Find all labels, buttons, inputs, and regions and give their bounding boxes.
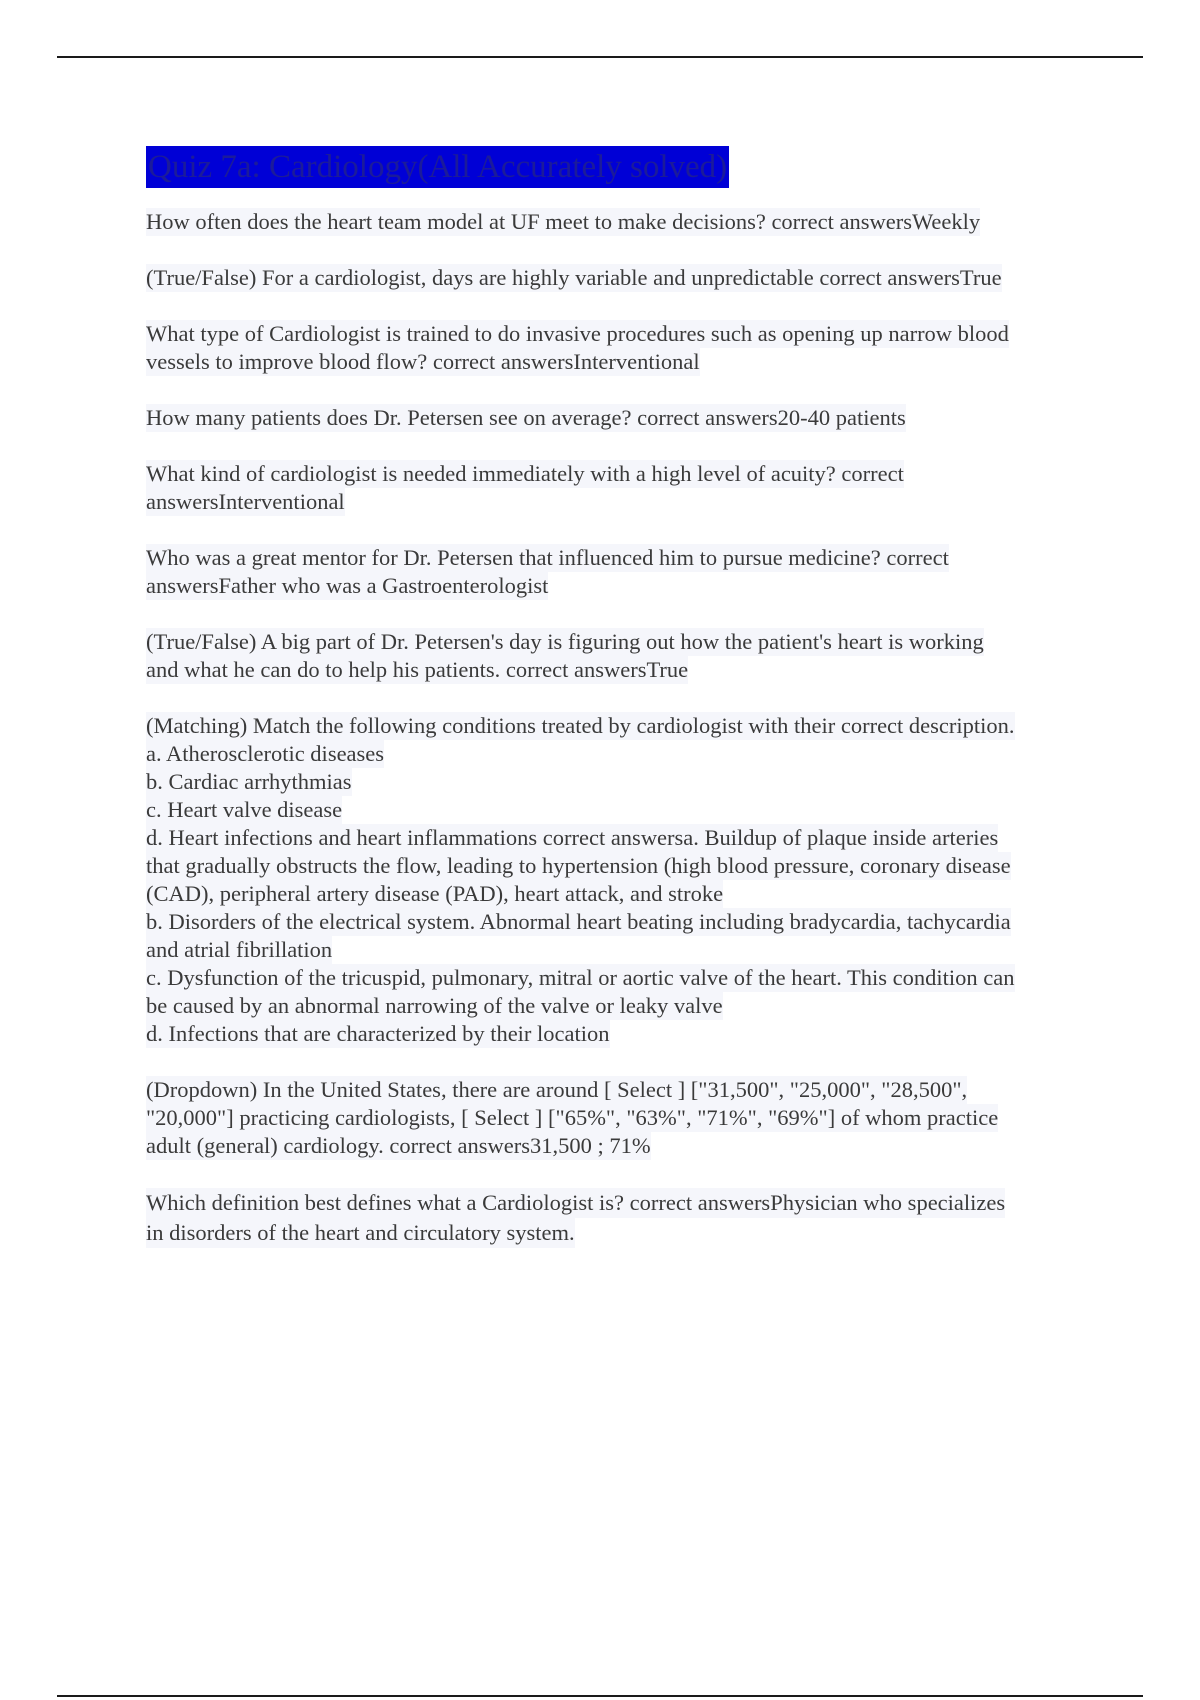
qa-line: (CAD), peripheral artery disease (PAD), heart attack, and stroke bbox=[146, 881, 724, 906]
qa-item-10 bbox=[146, 1188, 1086, 1248]
qa-line: in disorders of the heart and circulatory system. bbox=[146, 1218, 575, 1248]
qa-line: What type of Cardiologist is trained to do invasive procedures such as opening up narrow blood bbox=[146, 321, 1009, 346]
page-title: Quiz 7a: Cardiology(All Accurately solved) bbox=[146, 146, 729, 188]
qa-line: "20,000"] practicing cardiologists, [ Select ] ["65%", "63%", "71%", "69%"] of whom practice bbox=[146, 1105, 999, 1130]
qa-item-9 bbox=[146, 1076, 1086, 1160]
qa-line: and what he can do to help his patients. correct answersTrue bbox=[146, 657, 689, 682]
qa-line: Who was a great mentor for Dr. Petersen that influenced him to pursue medicine? correct bbox=[146, 545, 949, 570]
qa-item-6 bbox=[146, 544, 1086, 600]
qa-line: and atrial fibrillation bbox=[146, 937, 333, 962]
qa-line: c. Heart valve disease bbox=[146, 797, 343, 822]
qa-line: d. Infections that are characterized by their location bbox=[146, 1021, 610, 1046]
qa-item-2 bbox=[146, 264, 1086, 292]
document-body bbox=[146, 146, 1086, 1248]
qa-line: c. Dysfunction of the tricuspid, pulmonary, mitral or aortic valve of the heart. This condition can bbox=[146, 965, 1015, 990]
qa-item-8 bbox=[146, 712, 1086, 1048]
qa-line: answersInterventional bbox=[146, 489, 345, 514]
qa-item-4 bbox=[146, 404, 1086, 432]
qa-item-5 bbox=[146, 460, 1086, 516]
qa-line: What kind of cardiologist is needed immediately with a high level of acuity? correct bbox=[146, 461, 904, 486]
qa-line: adult (general) cardiology. correct answers31,500 ; 71% bbox=[146, 1133, 651, 1158]
qa-line: vessels to improve blood flow? correct answersInterventional bbox=[146, 349, 700, 374]
qa-line: (Dropdown) In the United States, there are around [ Select ] ["31,500", "25,000", "28,500", bbox=[146, 1077, 968, 1102]
qa-line: (Matching) Match the following conditions treated by cardiologist with their correct description. bbox=[146, 713, 1015, 738]
qa-line: be caused by an abnormal narrowing of the valve or leaky valve bbox=[146, 993, 723, 1018]
header-rule bbox=[57, 56, 1143, 58]
qa-item-1 bbox=[146, 208, 1086, 236]
qa-line: How many patients does Dr. Petersen see on average? correct answers20-40 patients bbox=[146, 405, 906, 430]
qa-item-3 bbox=[146, 320, 1086, 376]
qa-line: that gradually obstructs the flow, leading to hypertension (high blood pressure, coronary disease bbox=[146, 853, 1011, 878]
qa-line: How often does the heart team model at UF meet to make decisions? correct answersWeekly bbox=[146, 209, 981, 234]
qa-line: b. Cardiac arrhythmias bbox=[146, 769, 352, 794]
qa-line: (True/False) A big part of Dr. Petersen's day is figuring out how the patient's heart is working bbox=[146, 629, 984, 654]
qa-line: b. Disorders of the electrical system. Abnormal heart beating including bradycardia, tachycardia bbox=[146, 909, 1011, 934]
qa-line: Which definition best defines what a Cardiologist is? correct answersPhysician who specializes bbox=[146, 1188, 1005, 1218]
qa-line: answersFather who was a Gastroenterologist bbox=[146, 573, 549, 598]
qa-line: (True/False) For a cardiologist, days are highly variable and unpredictable correct answersTrue bbox=[146, 265, 1002, 290]
qa-line: d. Heart infections and heart inflammations correct answersa. Buildup of plaque inside arteries bbox=[146, 825, 999, 850]
qa-line: a. Atherosclerotic diseases bbox=[146, 741, 385, 766]
footer-rule bbox=[57, 1695, 1143, 1697]
qa-item-7 bbox=[146, 628, 1086, 684]
